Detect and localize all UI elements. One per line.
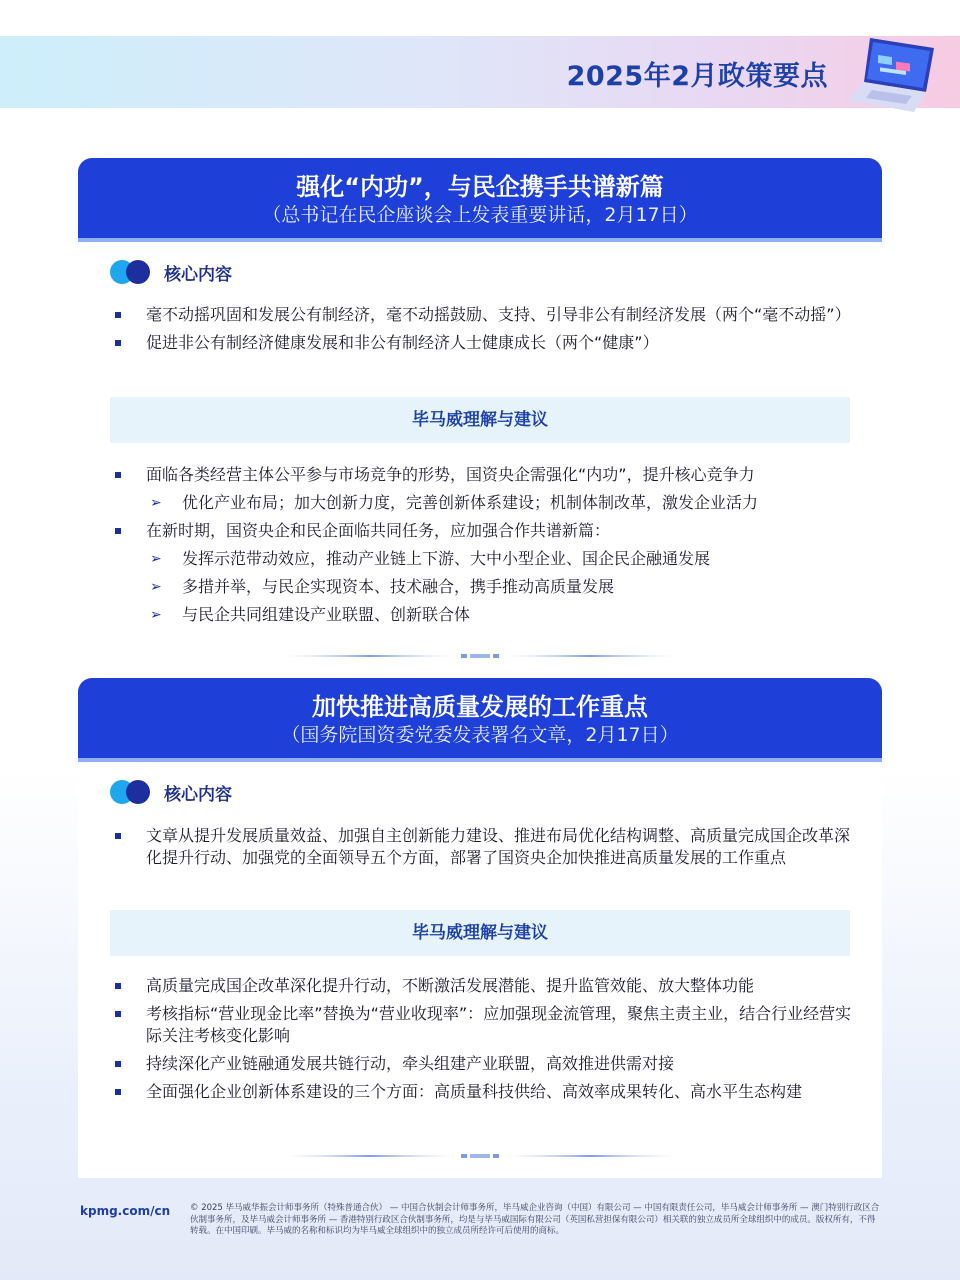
- footer-url[interactable]: kpmg.com/cn: [80, 1204, 171, 1218]
- footer-legal-text: © 2025 毕马威华振会计师事务所（特殊普通合伙） — 中国合伙制会计师事务所，毕马威企业咨询（中国）有限公司 — 中国有限责任公司，毕马威会计师事务所 — 澳门特别行政区合伙制事务所，及毕马威会计师事务所 — 香港特别行政区合伙制事务所，均是与毕马威国际有限公司（英国私营担保有限公司）相关联的独立成员所全球组织中的成员。版权所有，不得转载。在中国印刷。毕马威的名称和标识均为毕马威全球组织中的独立成员所经许可后使用的商标。: [190, 1203, 880, 1236]
- core-label-text: 核心内容: [164, 784, 232, 805]
- section2-core-label: [110, 779, 232, 805]
- section1-title: 强化“内功”，与民企携手共谱新篇: [296, 173, 664, 201]
- section2-title: 加快推进高质量发展的工作重点: [312, 693, 648, 721]
- list-item: 全面强化企业创新体系建设的三个方面：高质量科技供给、高效率成果转化、高水平生态构建: [110, 1081, 860, 1103]
- dots-icon: [110, 780, 152, 804]
- arrow-icon: ➢: [150, 495, 162, 511]
- sub-list-item: [110, 604, 860, 626]
- section2-header: [78, 678, 882, 762]
- sub-list-item: [110, 576, 860, 598]
- section1-advice-label: 毕马威理解与建议: [110, 397, 850, 443]
- list-item: 面临各类经营主体公平参与市场竞争的形势，国资央企需强化“内功”，提升核心竞争力: [110, 464, 860, 486]
- list-item: 持续深化产业链融通发展共链行动，牵头组建产业联盟，高效推进供需对接: [110, 1053, 860, 1075]
- section1-core-label: [110, 259, 232, 285]
- dots-icon: [110, 260, 152, 284]
- section-divider: [285, 653, 675, 659]
- sub-list-text: 多措并举，与民企实现资本、技术融合，携手推动高质量发展: [182, 577, 615, 596]
- section1-advice-list: [110, 464, 860, 632]
- section-divider: [285, 1153, 675, 1159]
- arrow-icon: ➢: [150, 607, 162, 623]
- section1-subtitle: （总书记在民企座谈会上发表重要讲话，2月17日）: [262, 204, 698, 226]
- sub-list-item: [110, 548, 860, 570]
- section2-card: [78, 760, 882, 1178]
- list-item: 高质量完成国企改革深化提升行动，不断激活发展潜能、提升监管效能、放大整体功能: [110, 975, 860, 997]
- list-item: 毫不动摇巩固和发展公有制经济，毫不动摇鼓励、支持、引导非公有制经济发展（两个“毫不动摇”）: [110, 304, 860, 326]
- sub-list-text: 发挥示范带动效应，推动产业链上下游、大中小型企业、国企民企融通发展: [182, 549, 711, 568]
- laptop-icon: [842, 30, 942, 120]
- sub-list-item: [110, 492, 860, 514]
- sub-list-text: 优化产业布局；加大创新力度，完善创新体系建设；机制体制改革，激发企业活力: [182, 493, 759, 512]
- section1-core-list: [110, 304, 860, 360]
- arrow-icon: ➢: [150, 579, 162, 595]
- section2-advice-list: [110, 975, 860, 1109]
- section1-header: [78, 158, 882, 242]
- list-item: 文章从提升发展质量效益、加强自主创新能力建设、推进布局优化结构调整、高质量完成国企改革深化提升行动、加强党的全面领导五个方面，部署了国资央企加快推进高质量发展的工作重点: [110, 825, 860, 869]
- page-title: 2025年2月政策要点: [566, 61, 828, 92]
- section2-core-list: [110, 825, 860, 875]
- core-label-text: 核心内容: [164, 264, 232, 285]
- section2-subtitle: （国务院国资委党委发表署名文章，2月17日）: [281, 724, 679, 746]
- list-item: 在新时期，国资央企和民企面临共同任务，应加强合作共谱新篇：: [110, 520, 860, 542]
- header-banner: [0, 36, 960, 108]
- arrow-icon: ➢: [150, 551, 162, 567]
- list-item: 考核指标“营业现金比率”替换为“营业收现率”：应加强现金流管理，聚焦主责主业，结合行业经营实际关注考核变化影响: [110, 1003, 860, 1047]
- section2-advice-label: 毕马威理解与建议: [110, 910, 850, 956]
- list-item: 促进非公有制经济健康发展和非公有制经济人士健康成长（两个“健康”）: [110, 332, 860, 354]
- sub-list-text: 与民企共同组建设产业联盟、创新联合体: [182, 605, 471, 624]
